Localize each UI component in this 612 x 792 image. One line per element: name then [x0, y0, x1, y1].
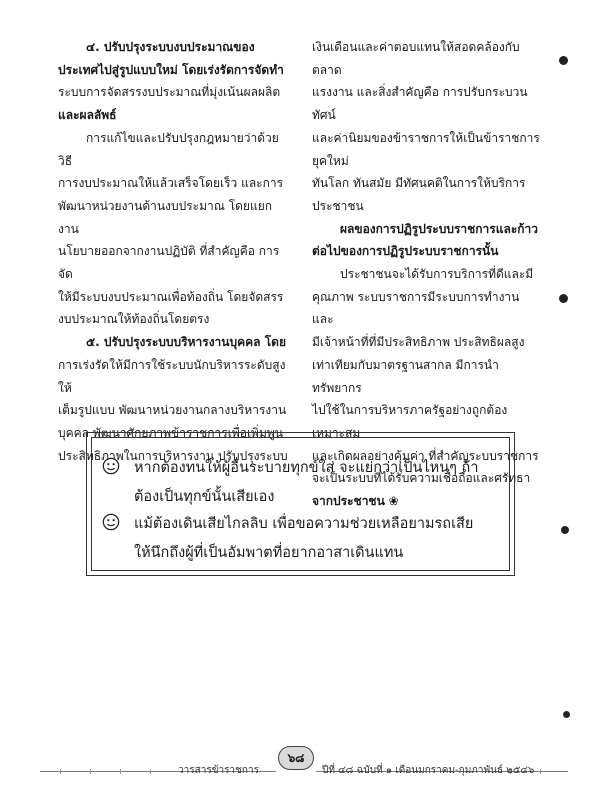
- quote-item: [102, 510, 503, 568]
- smiley-icon: [102, 513, 120, 531]
- issue-info: ปีที่ ๔๘ ฉบับที่ ๑ เดือนมกราคม-กุมภาพันธ์ ๒๕๔๖: [322, 765, 535, 776]
- binder-hole-mark: [561, 526, 569, 534]
- section-heading: [312, 218, 544, 263]
- paragraph-salary: [312, 36, 544, 218]
- end-ornament-icon: ❀: [388, 494, 399, 509]
- quote-box: [86, 432, 515, 576]
- quote-item: [102, 454, 503, 512]
- paragraph-budget-reform: [58, 36, 288, 127]
- text-line: ไปใช้ในการบริหารภาครัฐอย่างถูกต้อง เหมาะสม: [312, 403, 508, 440]
- text-line: งบประมาณให้ท้องถิ่นโดยตรง: [58, 312, 210, 327]
- text-line: แรงงาน และสิ่งสำคัญคือ การปรับกระบวนทัศน์: [312, 85, 528, 123]
- binder-hole-mark: [559, 294, 568, 303]
- text-line: ๔. ปรับปรุงระบบงบประมาณของ: [86, 40, 255, 54]
- text-line: เงินเดือนและค่าตอบแทนให้สอดคล้องกับตลาด: [312, 40, 520, 77]
- text-line: ทันโลก ทันสมัย มีทัศนคติในการให้บริการ: [312, 176, 526, 191]
- text-line: ประเทศไปสู่รูปแบบใหม่ โดยเร่งรัดการจัดทำ: [58, 62, 284, 77]
- text-line: การแก้ไขและปรับปรุงกฎหมายว่าด้วยวิธี: [58, 130, 279, 168]
- text-line: ให้มีระบบงบประมาณเพื่อท้องถิ่น โดยจัดสรร: [58, 289, 284, 304]
- text-line: ประชาชน: [312, 198, 364, 213]
- quote-line: หากต้องทนให้ผู้อื่นระบายทุกข์ใส่ จะแย่กว่าเป็นไหนๆ ถ้า: [134, 460, 479, 476]
- text-line: เต็มรูปแบบ พัฒนาหน่วยงานกลางบริหารงาน: [58, 403, 287, 418]
- text-line: และค่านิยมของข้าราชการให้เป็นข้าราชการยุคใหม่: [312, 130, 540, 168]
- smiley-icon: [102, 457, 120, 475]
- text-line: จะเป็นระบบที่ได้รับความเชื่อถือและศรัทธา: [312, 471, 531, 486]
- quote-box-inner-border: [91, 437, 510, 571]
- quote-line: แม้ต้องเดินเสียไกลลิบ เพื่อขอความช่วยเหลือยามรถเสีย: [134, 516, 474, 532]
- text-line: ประชาชนจะได้รับการบริการที่ดีและมี: [340, 267, 534, 282]
- heading-line: ผลของการปฏิรูประบบราชการและก้าว: [340, 221, 539, 236]
- text-fragment: จากประชาชน: [312, 494, 385, 509]
- text-line: ประสิทธิภาพในการบริหารงาน ปรับปรุงระบบ: [58, 448, 288, 463]
- paragraph-budget-law: [58, 127, 288, 331]
- text-line: และผลลัพธ์: [58, 108, 117, 123]
- quote-line: ต้องเป็นทุกข์นั้นเสียเอง: [134, 489, 275, 505]
- binder-hole-mark: [559, 56, 568, 65]
- heading-line: ต่อไปของการปฏิรูประบบราชการนั้น: [312, 244, 499, 259]
- text-line: การงบประมาณให้แล้วเสร็จโดยเร็ว และการ: [58, 176, 284, 191]
- footer-tick: [90, 769, 91, 774]
- journal-name: วารสารข้าราชการ: [178, 765, 259, 776]
- text-line: ๕. ปรับปรุงระบบบริหารงานบุคคล โดย: [86, 335, 286, 350]
- text-line: คุณภาพ ระบบราชการมีระบบการทำงาน และ: [312, 289, 520, 327]
- footer-tick: [60, 769, 61, 774]
- text-line: การเร่งรัดให้มีการใช้ระบบนักบริหารระดับสูงให้: [58, 357, 286, 395]
- text-line: นโยบายออกจากงานปฏิบัติ ที่สำคัญคือ การจัด: [58, 244, 280, 282]
- quote-line: ให้นึกถึงผู้ที่เป็นอัมพาตที่อยากอาสาเดินแทน: [134, 545, 404, 561]
- text-line: ระบบการจัดสรรงบประมาณที่มุ่งเน้นผลผลิต: [58, 85, 281, 100]
- page-number: ๖๘: [287, 750, 305, 765]
- text-line: และเกิดผลอย่างคุ้มค่า ที่สำคัญระบบราชการ: [312, 448, 539, 463]
- left-column: [58, 36, 288, 467]
- footer-tick: [540, 769, 541, 774]
- text-line: เท่าเทียมกับมาตรฐานสากล มีการนำทรัพยากร: [312, 357, 499, 395]
- page-number-badge: [278, 746, 314, 770]
- binder-hole-mark: [563, 711, 570, 718]
- text-line: บุคคล พัฒนาศักยภาพข้าราชการเพื่อเพิ่มพูน: [58, 425, 283, 440]
- footer-tick: [120, 769, 121, 774]
- footer-tick: [150, 769, 151, 774]
- text-line: พัฒนาหน่วยงานด้านงบประมาณ โดยแยกงาน: [58, 198, 272, 236]
- text-line: มีเจ้าหน้าที่ที่มีประสิทธิภาพ ประสิทธิผลสูง: [312, 335, 525, 350]
